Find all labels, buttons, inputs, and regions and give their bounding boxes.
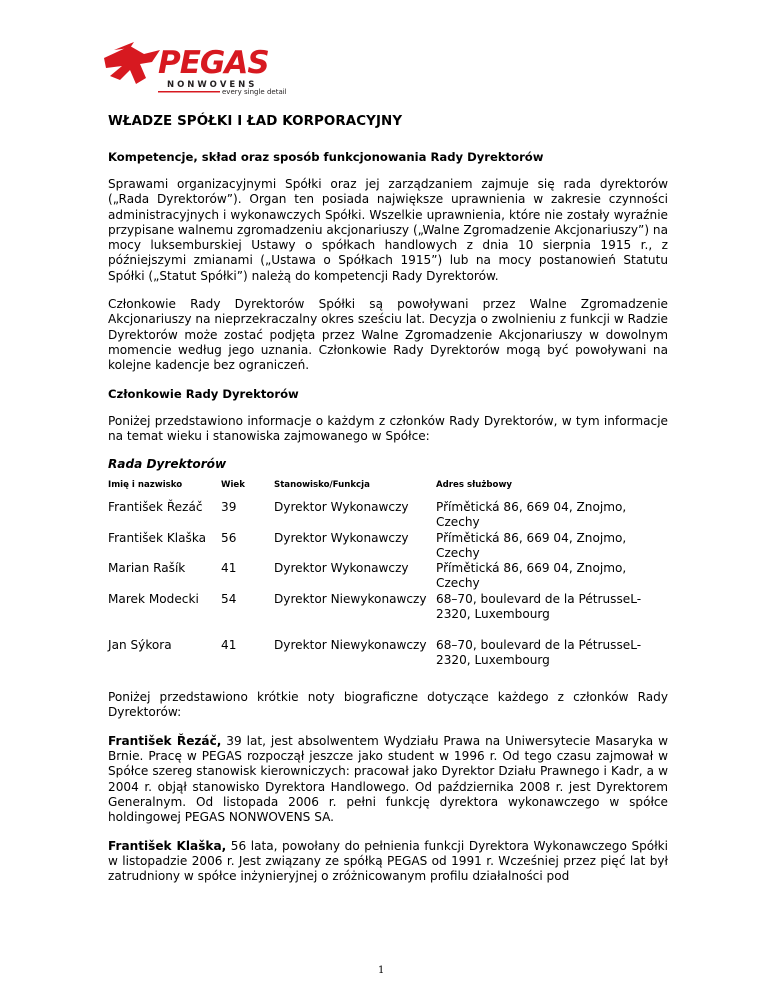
document-body [108, 114, 668, 897]
pegas-logo [100, 40, 325, 102]
table-row [108, 531, 668, 561]
cell-age: 39 [221, 500, 237, 515]
table-row [108, 592, 668, 638]
page-number: 1 [378, 965, 385, 976]
logo-tagline-text: every single detail [222, 88, 287, 96]
header-address: Adres służbowy [436, 480, 512, 491]
cell-position: Dyrektor Niewykonawczy [274, 638, 427, 653]
paragraph-bios-intro: Poniżej przedstawiono krótkie noty biograficzne dotyczące każdego z członków Rady Dyrektorów: [108, 690, 668, 720]
bio-name-klaska: František Klaška, [108, 838, 227, 853]
cell-position: Dyrektor Wykonawczy [274, 531, 409, 546]
cell-address: Přímětická 86, 669 04, Znojmo, Czechy [436, 500, 627, 530]
bio-text-rezac: 39 lat, jest absolwentem Wydziału Prawa na Uniwersytecie Masaryka w Brnie. Pracę w PEGAS rozpoczął jeszcze jako student w 1996 r. Od tego czasu zajmował w Spółce szereg stanowisk kierowniczych: pracował jako Dyrektor Działu Prawnego i Kadr, a w 2004 r. objął stanowisko Dyrektora Handlowego. Od października 2008 r. jest Dyrektorem Generalnym. Od listopada 2006 r. pełni funkcję dyrektora wykonawczego w spółce holdingowej PEGAS NONWOVENS SA. [108, 733, 668, 825]
header-name: Imię i nazwisko [108, 480, 183, 491]
document-title: WŁADZE SPÓŁKI I ŁAD KORPORACYJNY [108, 114, 403, 129]
table-row [108, 561, 668, 592]
cell-position: Dyrektor Niewykonawczy [274, 592, 427, 607]
pegas-logo-graphic [100, 40, 325, 102]
cell-age: 41 [221, 561, 237, 576]
cell-age: 56 [221, 531, 237, 546]
table-row [108, 638, 668, 690]
cell-name: František Řezáč [108, 500, 203, 515]
bio-text-klaska: 56 lata, powołany do pełnienia funkcji Dyrektora Wykonawczego Spółki w listopadzie 2006 r. Jest związany ze spółką PEGAS od 1991 r. Wcześniej przez pięć lat był zatrudniony w spółce inżynieryjnej o zróżnicowanym profilu działalności pod [108, 838, 668, 884]
logo-brand-text: PEGAS [158, 45, 269, 81]
cell-name: Jan Sýkora [108, 638, 172, 653]
cell-age: 54 [221, 592, 237, 607]
pegasus-icon [104, 42, 160, 84]
cell-position: Dyrektor Wykonawczy [274, 561, 409, 576]
bio-name-rezac: František Řezáč, [108, 733, 222, 748]
board-table-title: Rada Dyrektorów [108, 457, 227, 472]
paragraph-members-intro: Poniżej przedstawiono informacje o każdym z członków Rady Dyrektorów, w tym informacje na temat wieku i stanowiska zajmowanego w Spółce: [108, 413, 668, 443]
paragraph-competences-2: Członkowie Rady Dyrektorów Spółki są powoływani przez Walne Zgromadzenie Akcjonariuszy na nieprzekraczalny okres sześciu lat. Decyzja o zwolnieniu z funkcji w Radzie Dyrektorów może zostać podjęta przez Walne Zgromadzenie Akcjonariuszy w dowolnym momencie według jego uznania. Członkowie Rady Dyrektorów mogą być powoływani na kolejne kadencje bez ograniczeń. [108, 297, 668, 373]
cell-address: Přímětická 86, 669 04, Znojmo, Czechy [436, 531, 627, 561]
cell-age: 41 [221, 638, 237, 653]
cell-name: Marian Rašík [108, 561, 186, 576]
cell-address: 68–70, boulevard de la PétrusseL-2320, Luxembourg [436, 592, 642, 622]
bio-klaska [108, 839, 668, 885]
board-table [108, 480, 668, 690]
cell-position: Dyrektor Wykonawczy [274, 500, 409, 515]
section-heading-competences: Kompetencje, skład oraz sposób funkcjonowania Rady Dyrektorów [108, 150, 544, 164]
paragraph-competences-1: Sprawami organizacyjnymi Spółki oraz jej zarządzaniem zajmuje się rada dyrektorów („Rada Dyrektorów”). Organ ten posiada największe uprawnienia w zakresie czynności administracyjnych i wykonawczych Spółki. Wszelkie uprawnienia, które nie zostały wyraźnie przypisane walnemu zgromadzeniu akcjonariuszy („Walne Zgromadzenie Akcjonariuszy”) na mocy luksemburskiej Ustawy o spółkach handlowych z dnia 10 sierpnia 1915 r., z późniejszymi zmianami („Ustawa o Spółkach 1915”) lub na mocy postanowień Statutu Spółki („Statut Spółki”) należą do kompetencji Rady Dyrektorów. [108, 177, 668, 283]
cell-address: 68–70, boulevard de la PétrusseL-2320, Luxembourg [436, 638, 642, 668]
logo-subtitle-text: N O N W O V E N S [167, 80, 255, 90]
board-table-header [108, 480, 668, 500]
cell-name: Marek Modecki [108, 592, 199, 607]
header-age: Wiek [221, 480, 245, 491]
header-position: Stanowisko/Funkcja [274, 480, 370, 491]
table-row [108, 500, 668, 531]
bio-rezac [108, 734, 668, 826]
cell-address: Přímětická 86, 669 04, Znojmo, Czechy [436, 561, 627, 591]
cell-name: František Klaška [108, 531, 207, 546]
section-heading-members: Członkowie Rady Dyrektorów [108, 386, 299, 401]
